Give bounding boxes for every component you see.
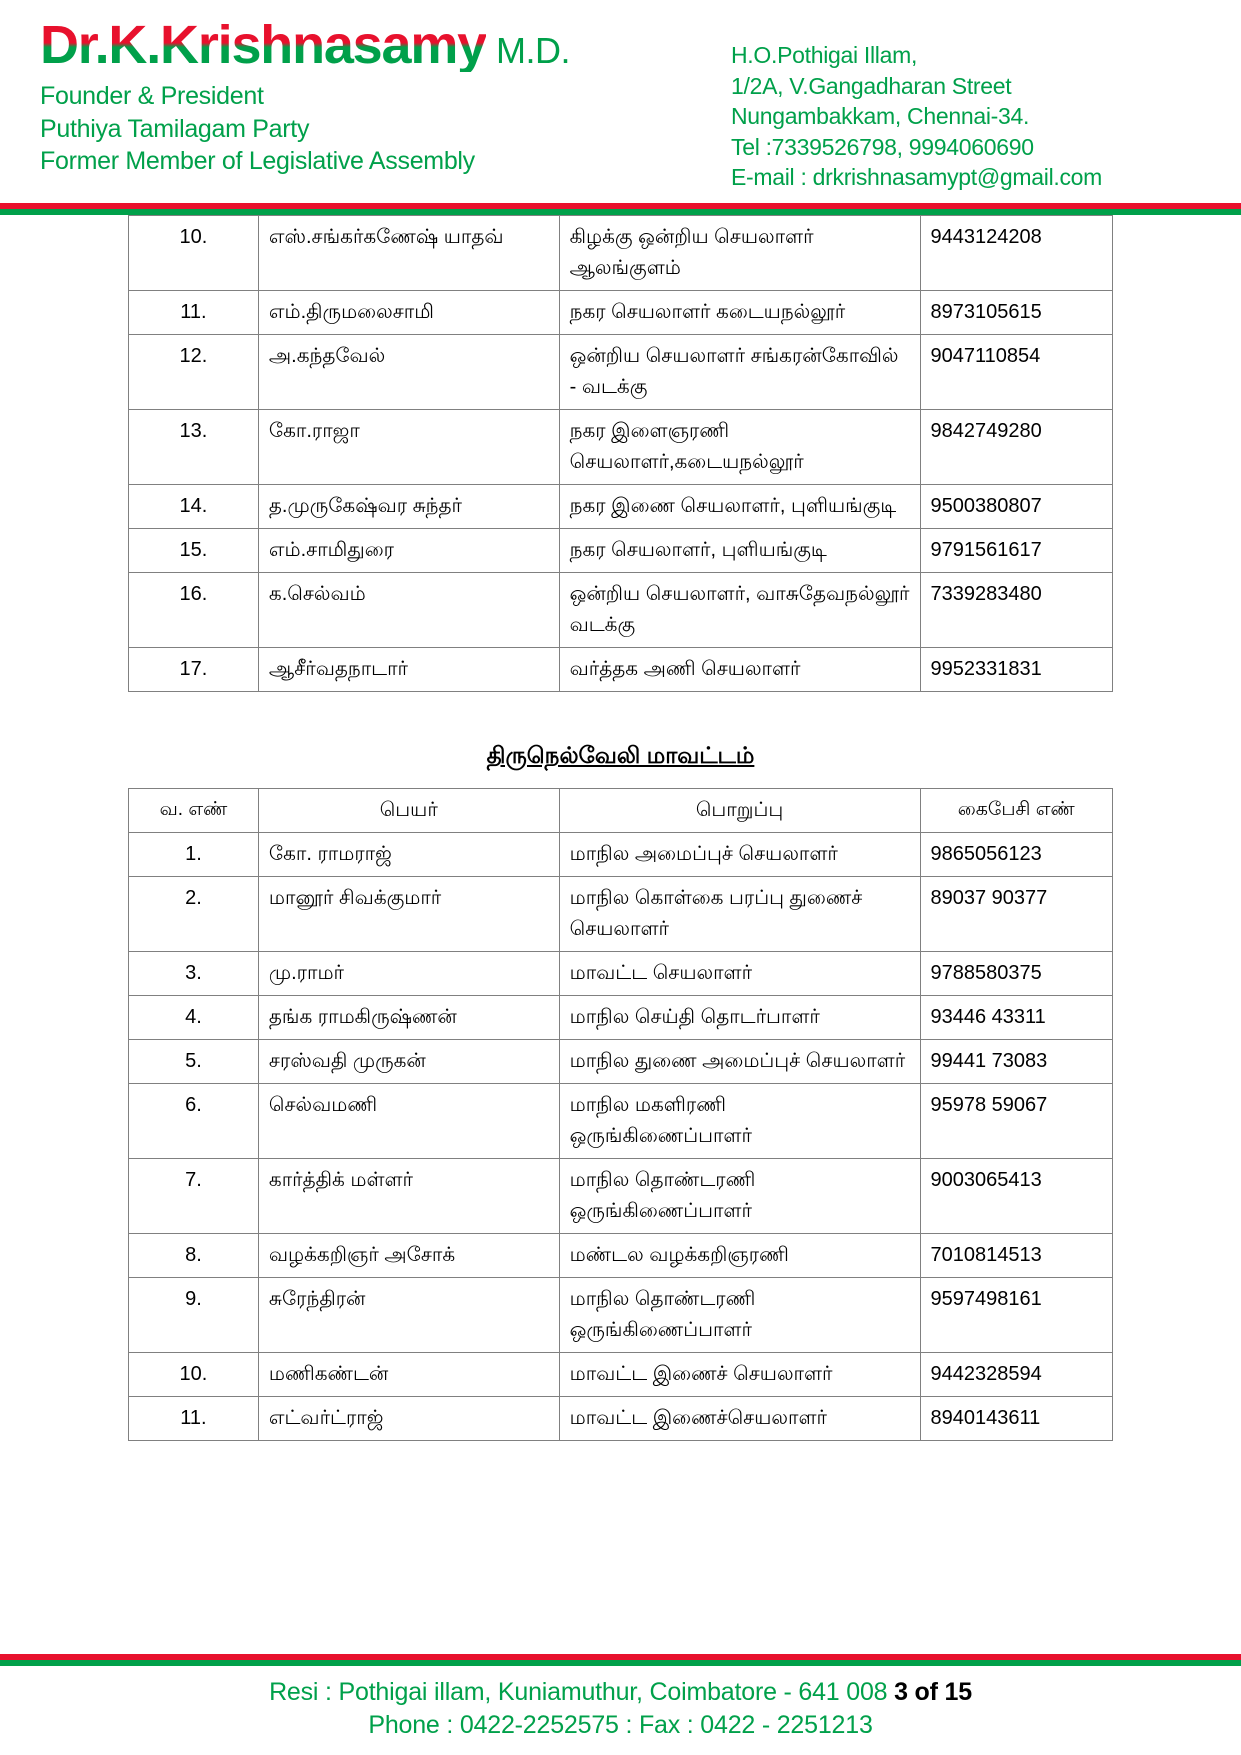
row-name: செல்வமணி — [258, 1083, 559, 1158]
letterhead-left — [40, 15, 680, 178]
row-name: கார்த்திக் மள்ளர் — [258, 1158, 559, 1233]
column-header-role: பொறுப்பு — [559, 788, 920, 832]
row-phone: 7339283480 — [920, 572, 1113, 647]
table-two-head — [129, 788, 1113, 832]
role-former-mla: Former Member of Legislative Assembly — [40, 147, 475, 175]
table-row — [129, 1352, 1113, 1396]
row-role: மண்டல வழக்கறிஞரணி — [559, 1233, 920, 1277]
footer-residence-line — [0, 1676, 1241, 1709]
office-bearers-table-continued — [128, 215, 1113, 692]
footer-rule-green — [0, 1660, 1241, 1666]
row-name: சரஸ்வதி முருகன் — [258, 1039, 559, 1083]
section-spacer — [0, 692, 1241, 742]
row-phone: 9442328594 — [920, 1352, 1113, 1396]
row-serial: 6. — [129, 1083, 259, 1158]
row-phone: 9865056123 — [920, 832, 1113, 876]
table-two-body — [129, 832, 1113, 1440]
row-name: எம்.சாமிதுரை — [258, 528, 559, 572]
row-role: வர்த்தக அணி செயலாளர் — [559, 647, 920, 691]
row-role: மாவட்ட இணைச்செயலாளர் — [559, 1396, 920, 1440]
footer-residence-text: Resi : Pothigai illam, Kuniamuthur, Coimbatore - 641 008 — [269, 1678, 888, 1706]
row-phone: 8940143611 — [920, 1396, 1113, 1440]
row-serial: 11. — [129, 290, 259, 334]
row-name: ஆசீர்வதநாடார் — [258, 647, 559, 691]
row-role: மாநில தொண்டரணி ஒருங்கிணைப்பாளர் — [559, 1277, 920, 1352]
row-serial: 4. — [129, 995, 259, 1039]
row-phone: 89037 90377 — [920, 876, 1113, 951]
header-tricolour-rule — [0, 203, 1241, 215]
district-section-title: திருநெல்வேலி மாவட்டம் — [486, 741, 755, 768]
row-phone: 9952331831 — [920, 647, 1113, 691]
row-phone: 9500380807 — [920, 484, 1113, 528]
telephone-line: Tel :7339526798, 9994060690 — [731, 133, 1034, 160]
row-phone: 7010814513 — [920, 1233, 1113, 1277]
row-role: ஒன்றிய செயலாளர், வாசுதேவநல்லூர் வடக்கு — [559, 572, 920, 647]
row-serial: 10. — [129, 1352, 259, 1396]
row-serial: 7. — [129, 1158, 259, 1233]
table-header-row — [129, 788, 1113, 832]
footer-tricolour-rule — [0, 1654, 1241, 1666]
table-row — [129, 484, 1113, 528]
row-name: எட்வர்ட்ராஜ் — [258, 1396, 559, 1440]
table-row — [129, 409, 1113, 484]
row-phone: 93446 43311 — [920, 995, 1113, 1039]
row-role: நகர இளைஞரணி செயலாளர்,கடையநல்லூர் — [559, 409, 920, 484]
tirunelveli-district-table — [128, 788, 1113, 1441]
address-block — [731, 40, 1201, 193]
row-role: நகர செயலாளர், புளியங்குடி — [559, 528, 920, 572]
letterhead-title-line — [40, 15, 680, 75]
footer-bottom-pad — [0, 1741, 1241, 1755]
page-footer — [0, 1654, 1241, 1755]
row-phone: 9842749280 — [920, 409, 1113, 484]
row-phone: 9047110854 — [920, 334, 1113, 409]
row-name: மு.ராமர் — [258, 951, 559, 995]
row-role: மாநில துணை அமைப்புச் செயலாளர் — [559, 1039, 920, 1083]
table-row — [129, 572, 1113, 647]
row-name: க.செல்வம் — [258, 572, 559, 647]
row-name: த.முருகேஷ்வர சுந்தர் — [258, 484, 559, 528]
table-row — [129, 1277, 1113, 1352]
row-serial: 5. — [129, 1039, 259, 1083]
table-row — [129, 1233, 1113, 1277]
row-role: மாநில செய்தி தொடர்பாளர் — [559, 995, 920, 1039]
row-role: ஒன்றிய செயலாளர் சங்கரன்கோவில் - வடக்கு — [559, 334, 920, 409]
row-name: எஸ்.சங்கர்கணேஷ் யாதவ் — [258, 215, 559, 290]
role-founder-president: Founder & President — [40, 82, 264, 110]
table-one-wrapper — [0, 215, 1241, 692]
row-serial: 10. — [129, 215, 259, 290]
row-phone: 9597498161 — [920, 1277, 1113, 1352]
row-phone: 8973105615 — [920, 290, 1113, 334]
row-serial: 3. — [129, 951, 259, 995]
table-row — [129, 876, 1113, 951]
row-name: தங்க ராமகிருஷ்ணன் — [258, 995, 559, 1039]
page-number: 3 of 15 — [894, 1678, 972, 1706]
row-name: வழக்கறிஞர் அசோக் — [258, 1233, 559, 1277]
row-name: அ.கந்தவேல் — [258, 334, 559, 409]
address-line-1: H.O.Pothigai Illam, — [731, 42, 918, 68]
table-two-wrapper — [0, 788, 1241, 1441]
footer-phone-line: Phone : 0422-2252575 : Fax : 0422 - 2251213 — [368, 1710, 873, 1739]
table-row — [129, 528, 1113, 572]
row-serial: 17. — [129, 647, 259, 691]
row-serial: 16. — [129, 572, 259, 647]
table-one-body — [129, 215, 1113, 691]
letterhead — [0, 0, 1241, 197]
row-role: கிழக்கு ஒன்றிய செயலாளர் ஆலங்குளம் — [559, 215, 920, 290]
row-phone: 9791561617 — [920, 528, 1113, 572]
page-title: Dr.K.Krishnasamy — [40, 15, 486, 75]
row-role: மாநில கொள்கை பரப்பு துணைச் செயலாளர் — [559, 876, 920, 951]
header-rule-green — [0, 209, 1241, 215]
row-serial: 11. — [129, 1396, 259, 1440]
row-phone: 95978 59067 — [920, 1083, 1113, 1158]
row-phone: 9003065413 — [920, 1158, 1113, 1233]
address-line-3: Nungambakkam, Chennai-34. — [731, 103, 1030, 130]
row-role: நகர இணை செயலாளர், புளியங்குடி — [559, 484, 920, 528]
address-line-2: 1/2A, V.Gangadharan Street — [731, 72, 1012, 99]
row-serial: 13. — [129, 409, 259, 484]
column-header-phone: கைபேசி எண் — [920, 788, 1113, 832]
table-row — [129, 1039, 1113, 1083]
row-name: கோ.ராஜா — [258, 409, 559, 484]
row-serial: 14. — [129, 484, 259, 528]
table-row — [129, 290, 1113, 334]
row-phone: 9443124208 — [920, 215, 1113, 290]
row-name: எம்.திருமலைசாமி — [258, 290, 559, 334]
table-row — [129, 1083, 1113, 1158]
row-name: கோ. ராமராஜ் — [258, 832, 559, 876]
row-phone: 99441 73083 — [920, 1039, 1113, 1083]
row-phone: 9788580375 — [920, 951, 1113, 995]
letterhead-address — [731, 18, 1201, 193]
table-row — [129, 215, 1113, 290]
table-row — [129, 1396, 1113, 1440]
row-serial: 8. — [129, 1233, 259, 1277]
row-serial: 12. — [129, 334, 259, 409]
table-row — [129, 995, 1113, 1039]
row-serial: 1. — [129, 832, 259, 876]
row-role: மாவட்ட இணைச் செயலாளர் — [559, 1352, 920, 1396]
row-serial: 15. — [129, 528, 259, 572]
table-row — [129, 1158, 1113, 1233]
column-header-serial: வ. எண் — [129, 788, 259, 832]
row-role: மாநில மகளிரணி ஒருங்கிணைப்பாளர் — [559, 1083, 920, 1158]
degree-label: M.D. — [496, 30, 570, 71]
table-row — [129, 647, 1113, 691]
table-row — [129, 951, 1113, 995]
table-row — [129, 832, 1113, 876]
row-role: மாநில தொண்டரணி ஒருங்கிணைப்பாளர் — [559, 1158, 920, 1233]
role-party-name: Puthiya Tamilagam Party — [40, 114, 310, 143]
column-header-name: பெயர் — [258, 788, 559, 832]
email-line: E-mail : drkrishnasamypt@gmail.com — [731, 164, 1103, 191]
row-role: மாநில அமைப்புச் செயலாளர் — [559, 832, 920, 876]
row-name: சுரேந்திரன் — [258, 1277, 559, 1352]
row-serial: 9. — [129, 1277, 259, 1352]
letterhead-roles — [40, 80, 680, 178]
row-name: மணிகண்டன் — [258, 1352, 559, 1396]
row-serial: 2. — [129, 876, 259, 951]
row-role: மாவட்ட செயலாளர் — [559, 951, 920, 995]
row-name: மானூர் சிவக்குமார் — [258, 876, 559, 951]
row-role: நகர செயலாளர் கடையநல்லூர் — [559, 290, 920, 334]
table-row — [129, 334, 1113, 409]
